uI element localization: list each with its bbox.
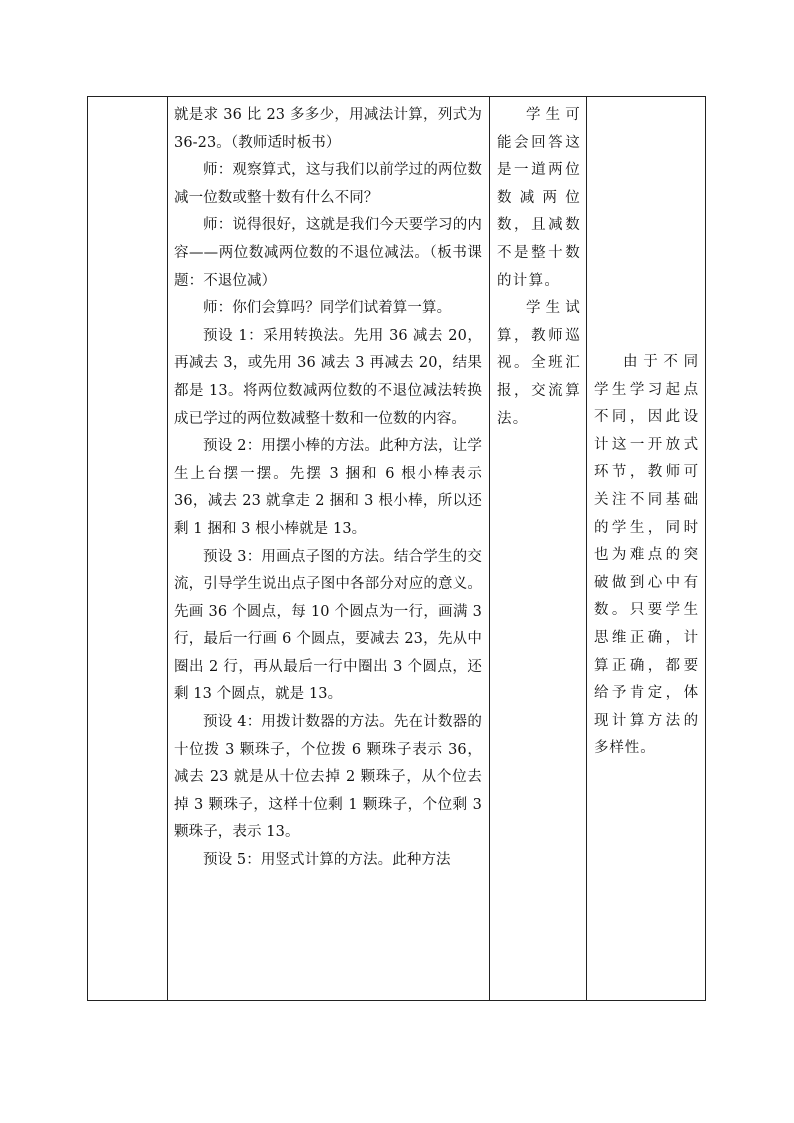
student-paragraph-0: 学生可能会回答这是一道两位数减两位数，且减数不是整十数的计算。 — [497, 107, 581, 289]
process-paragraph-4: 预设 1：采用转换法。先用 36 减去 20，再减去 3，或先用 36 减去 3 再减去 20，结果都是 13。将两位数减两位数的不退位减法转换成已学过的两位数减整十数和一位数的内容。 — [174, 327, 482, 427]
process-paragraph-7: 预设 4：用拨计数器的方法。先在计数器的十位拨 3 颗珠子，个位拨 6 颗珠子表示 36，减去 23 就是从十位去掉 2 颗珠子，从个位去掉 3 颗珠子，这样十位剩 1 颗珠子，个位剩 3 颗珠子，表示 13。 — [174, 714, 482, 841]
process-paragraph-3: 师：你们会算吗？同学们试着算一算。 — [203, 300, 452, 317]
process-paragraph-8: 预设 5：用竖式计算的方法。此种方法 — [203, 852, 451, 869]
teaching-process-cell — [168, 97, 490, 1000]
blank-cell — [88, 97, 168, 1000]
intent-paragraph-0: 由于不同学生学习起点不同，因此设计这一开放式环节，教师可关注不同基础的学生，同时也为难点的突破做到心中有数。只要学生思维正确，计算正确，都要给予肯定，体现计算方法的多样性。 — [594, 354, 699, 757]
process-paragraph-5: 预设 2：用摆小棒的方法。此种方法，让学生上台摆一摆。先摆 3 捆和 6 根小棒表示 36，减去 23 就拿走 2 捆和 3 根小棒，所以还剩 1 捆和 3 根小棒就是 13。 — [174, 438, 482, 537]
process-paragraph-2: 师：说得很好，这就是我们今天要学习的内容——两位数减两位数的不退位减法。（板书课题：不退位减） — [174, 217, 482, 289]
design-intent-cell — [587, 97, 705, 1000]
process-paragraph-0: 就是求 36 比 23 多多少，用减法计算，列式为 36-23。（教师适时板书） — [174, 107, 482, 151]
process-paragraph-6: 预设 3：用画点子图的方法。结合学生的交流，引导学生说出点子图中各部分对应的意义。先画 36 个圆点，每 10 个圆点为一行，画满 3 行，最后一行画 6 个圆点，要减去 23，先从中圈出 2 行，再从最后一行中圈出 3 个圆点，还剩 13 个圆点，就是 13。 — [174, 548, 482, 703]
lesson-plan-table — [87, 96, 706, 1001]
process-paragraph-1: 师：观察算式，这与我们以前学过的两位数减一位数或整十数有什么不同？ — [174, 162, 482, 206]
student-activity-cell — [490, 97, 587, 1000]
student-paragraph-1: 学生试算，教师巡视。全班汇报，交流算法。 — [497, 300, 581, 427]
